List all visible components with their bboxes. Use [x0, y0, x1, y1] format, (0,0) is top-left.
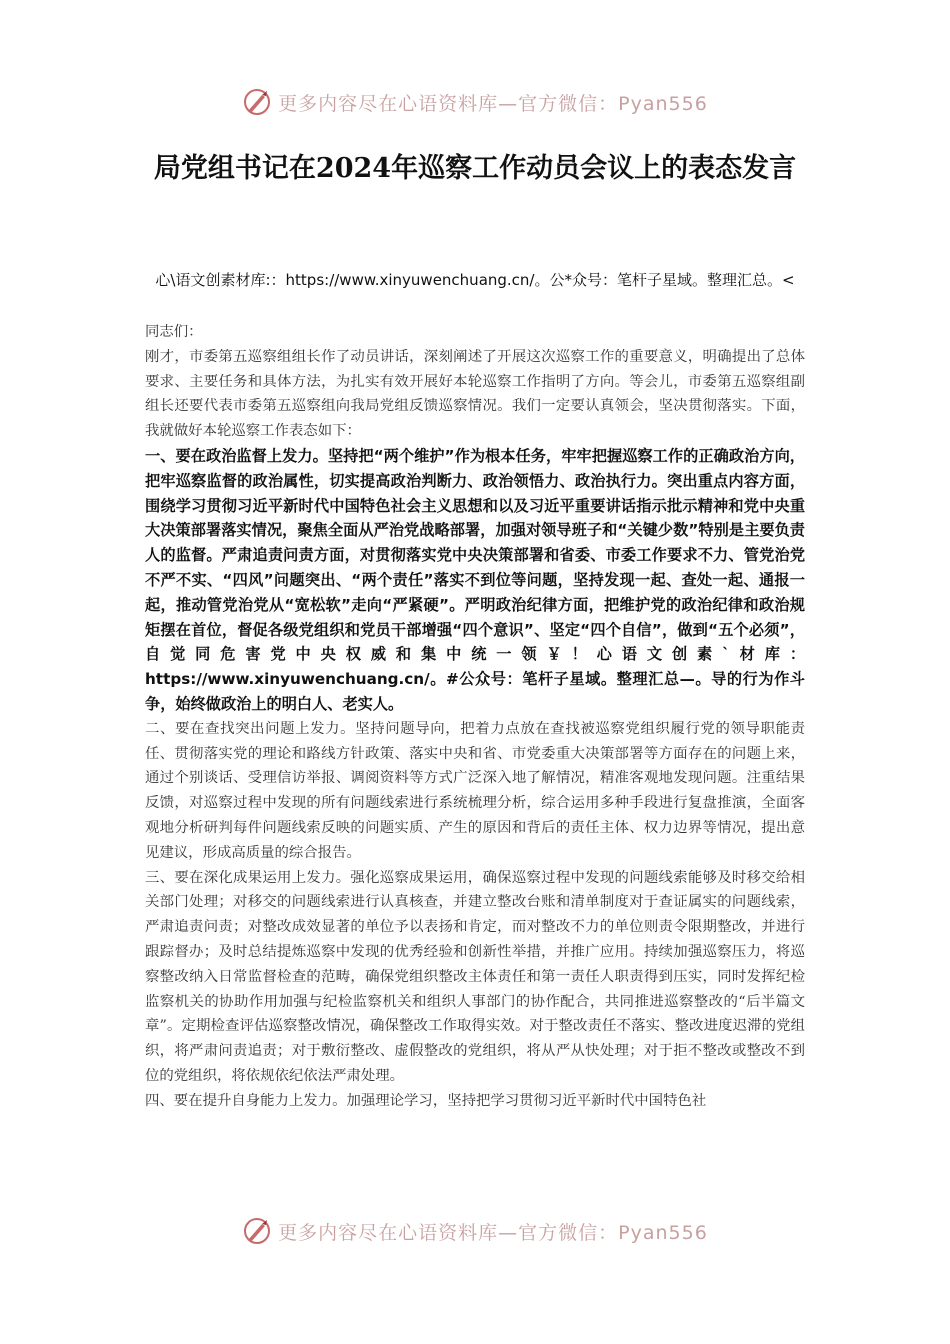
source-note: 心\语文创素材库:：https://www.xinyuwenchuang.cn/。公*众号：笔杆子星域。整理汇总。< — [155, 271, 795, 289]
document-title: 局党组书记在2024年巡察工作动员会议上的表态发言 — [153, 153, 797, 184]
paragraph: 二、要在查找突出问题上发力。坚持问题导向，把着力点放在查找被巡察党组织履行党的领导职能责任、贯彻落实党的理论和路线方针政策、落实中央和省、市党委重大决策部署等方面存在的问题上来，通过个别谈话、受理信访举报、调阅资料等方式广泛深入地了解情况，精准客观地发现问题。注重结果反馈，对巡察过程中发现的所有问题线索进行系统梳理分析，综合运用多种手段进行复盘推演，全面客观地分析研判每件问题线索反映的问题实质、产生的原因和背后的责任主体、权力边界等情况，提出意见建议，形成高质量的综合报告。 — [145, 720, 805, 861]
paragraph: 同志们： — [145, 324, 203, 340]
paragraph-bold: 一、要在政治监督上发力。坚持把“两个维护”作为根本任务，牢牢把握巡察工作的正确政治方向，把牢巡察监督的政治属性，切实提高政治判断力、政治领悟力、政治执行力。突出重点内容方面，围绕学习贯彻习近平新时代中国特色社会主义思想和以及习近平重要讲话指示批示精神和党中央重大决策部署落实情况，聚焦全面从严治党战略部署，加强对领导班子和“关键少数”特别是主要负责人的监督。严肃追责问责方面，对贯彻落实党中央决策部署和省委、市委工作要求不力、管党治党不严不实、“四风”问题突出、“两个责任”落实不到位等问题，坚持发现一起、查处一起、通报一起，推动管党治党从“宽松软”走向“严紧硬”。严明政治纪律方面，把维护党的政治纪律和政治规矩摆在首位，督促各级党组织和党员干部增强“四个意识”、坚定“四个自信”，做到“五个必须”，自觉同危害党中央权威和集中统一领￥！心语文创素`材库：https://www.xinyuwenchuang.cn/。#公众号：笔杆子星域。整理汇总—。导的行为作斗争，始终做政治上的明白人、老实人。 — [145, 446, 805, 713]
quill-logo-icon — [242, 87, 272, 117]
banner-text: 更多内容尽在心语资料库—官方微信：Pyan556 — [278, 1221, 708, 1244]
quill-logo-icon — [242, 1216, 272, 1246]
paragraph: 三、要在深化成果运用上发力。强化巡察成果运用，确保巡察过程中发现的问题线索能够及时移交给相关部门处理；对移交的问题线索进行认真核查，并建立整改台账和清单制度对于查证属实的问题线索，严肃追责问责；对整改成效显著的单位予以表扬和肯定，而对整改不力的单位则责令限期整改，并进行跟踪督办；及时总结提炼巡察中发现的优秀经验和创新性举措，并推广应用。持续加强巡察压力，将巡察整改纳入日常监督检查的范畴，确保党组织整改主体责任和第一责任人职责得到压实，同时发挥纪检监察机关的协助作用加强与纪检监察机关和组织人事部门的协作配合，共同推进巡察整改的“后半篇文章”。定期检查评估巡察整改情况，确保整改工作取得实效。对于整改责任不落实、整改进度迟滞的党组织，将严肃问责追责；对于敷衍整改、虚假整改的党组织，将从严从快处理；对于拒不整改或整改不到位的党组织，将依规依纪依法严肃处理。 — [145, 869, 805, 1084]
document-body — [145, 320, 805, 1114]
banner-text: 更多内容尽在心语资料库—官方微信：Pyan556 — [278, 92, 708, 115]
paragraph: 四、要在提升自身能力上发力。加强理论学习，坚持把学习贯彻习近平新时代中国特色社 — [145, 1092, 707, 1109]
footer-banner — [0, 1211, 950, 1251]
header-banner — [0, 82, 950, 122]
paragraph: 刚才，市委第五巡察组组长作了动员讲话，深刻阐述了开展这次巡察工作的重要意义，明确提出了总体要求、主要任务和具体方法，为扎实有效开展好本轮巡察工作指明了方向。等会儿，市委第五巡察组副组长还要代表市委第五巡察组向我局党组反馈巡察情况。我们一定要认真领会，坚决贯彻落实。下面，我就做好本轮巡察工作表态如下： — [145, 348, 805, 440]
